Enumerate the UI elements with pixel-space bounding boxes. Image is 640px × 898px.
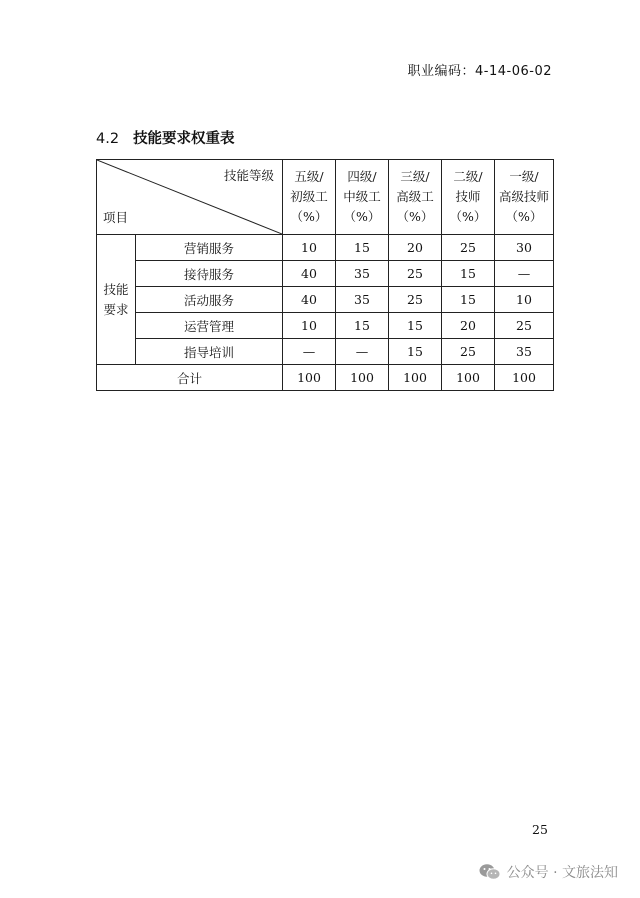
table-cell: 15 [336,313,389,339]
skill-weight-table [96,159,554,391]
table-cell: 100 [495,365,554,391]
table-cell: 35 [336,261,389,287]
total-label: 合计 [97,365,283,391]
header-skill-level-label: 技能等级 [223,168,274,183]
diagonal-header-cell [97,160,283,235]
table-cell: 35 [336,287,389,313]
table-cell: 40 [283,287,336,313]
total-row [97,365,554,391]
table-row [97,235,554,261]
table-cell: 20 [442,313,495,339]
level-header-3: 三级/ 高级工 （%） [389,160,442,235]
row-item-label: 活动服务 [136,287,283,313]
table-cell: — [283,339,336,365]
table-cell: 25 [389,287,442,313]
table-cell: 10 [283,313,336,339]
table-row [97,313,554,339]
table-cell: 15 [389,339,442,365]
row-item-label: 接待服务 [136,261,283,287]
level-header-4: 四级/ 中级工 （%） [336,160,389,235]
table-cell: 10 [495,287,554,313]
table-cell: 15 [389,313,442,339]
table-cell: 100 [442,365,495,391]
table-cell: 25 [442,235,495,261]
table-cell: — [336,339,389,365]
table-cell: 15 [336,235,389,261]
watermark [479,862,618,882]
table-row [97,339,554,365]
level-header-5: 五级/ 初级工 （%） [283,160,336,235]
section-number: 4.2 [96,131,120,147]
page-number: 25 [532,822,548,837]
level-header-1: 一级/ 高级技师 （%） [495,160,554,235]
table-row [97,261,554,287]
table-cell: 100 [336,365,389,391]
occupation-code: 职业编码：4-14-06-02 [407,64,552,79]
skill-requirement-group-label: 技能 要求 [97,235,136,365]
watermark-text: 公众号 · 文旅法知 [506,865,618,881]
table-header-row [97,160,554,235]
table-cell: 25 [442,339,495,365]
table-cell: 40 [283,261,336,287]
table-row [97,287,554,313]
section-heading [96,127,235,148]
row-item-label: 指导培训 [136,339,283,365]
table-cell: 100 [283,365,336,391]
table-cell: 10 [283,235,336,261]
table-cell: 35 [495,339,554,365]
table-cell: 100 [389,365,442,391]
table-cell: 25 [389,261,442,287]
table-cell: 25 [495,313,554,339]
table-cell: 30 [495,235,554,261]
row-item-label: 营销服务 [136,235,283,261]
wechat-icon [479,863,501,881]
table-cell: 15 [442,287,495,313]
row-item-label: 运营管理 [136,313,283,339]
table-cell: 20 [389,235,442,261]
level-header-2: 二级/ 技师 （%） [442,160,495,235]
table-cell: 15 [442,261,495,287]
header-item-label: 项目 [103,210,129,225]
section-title-text: 技能要求权重表 [133,131,235,147]
table-cell: — [495,261,554,287]
